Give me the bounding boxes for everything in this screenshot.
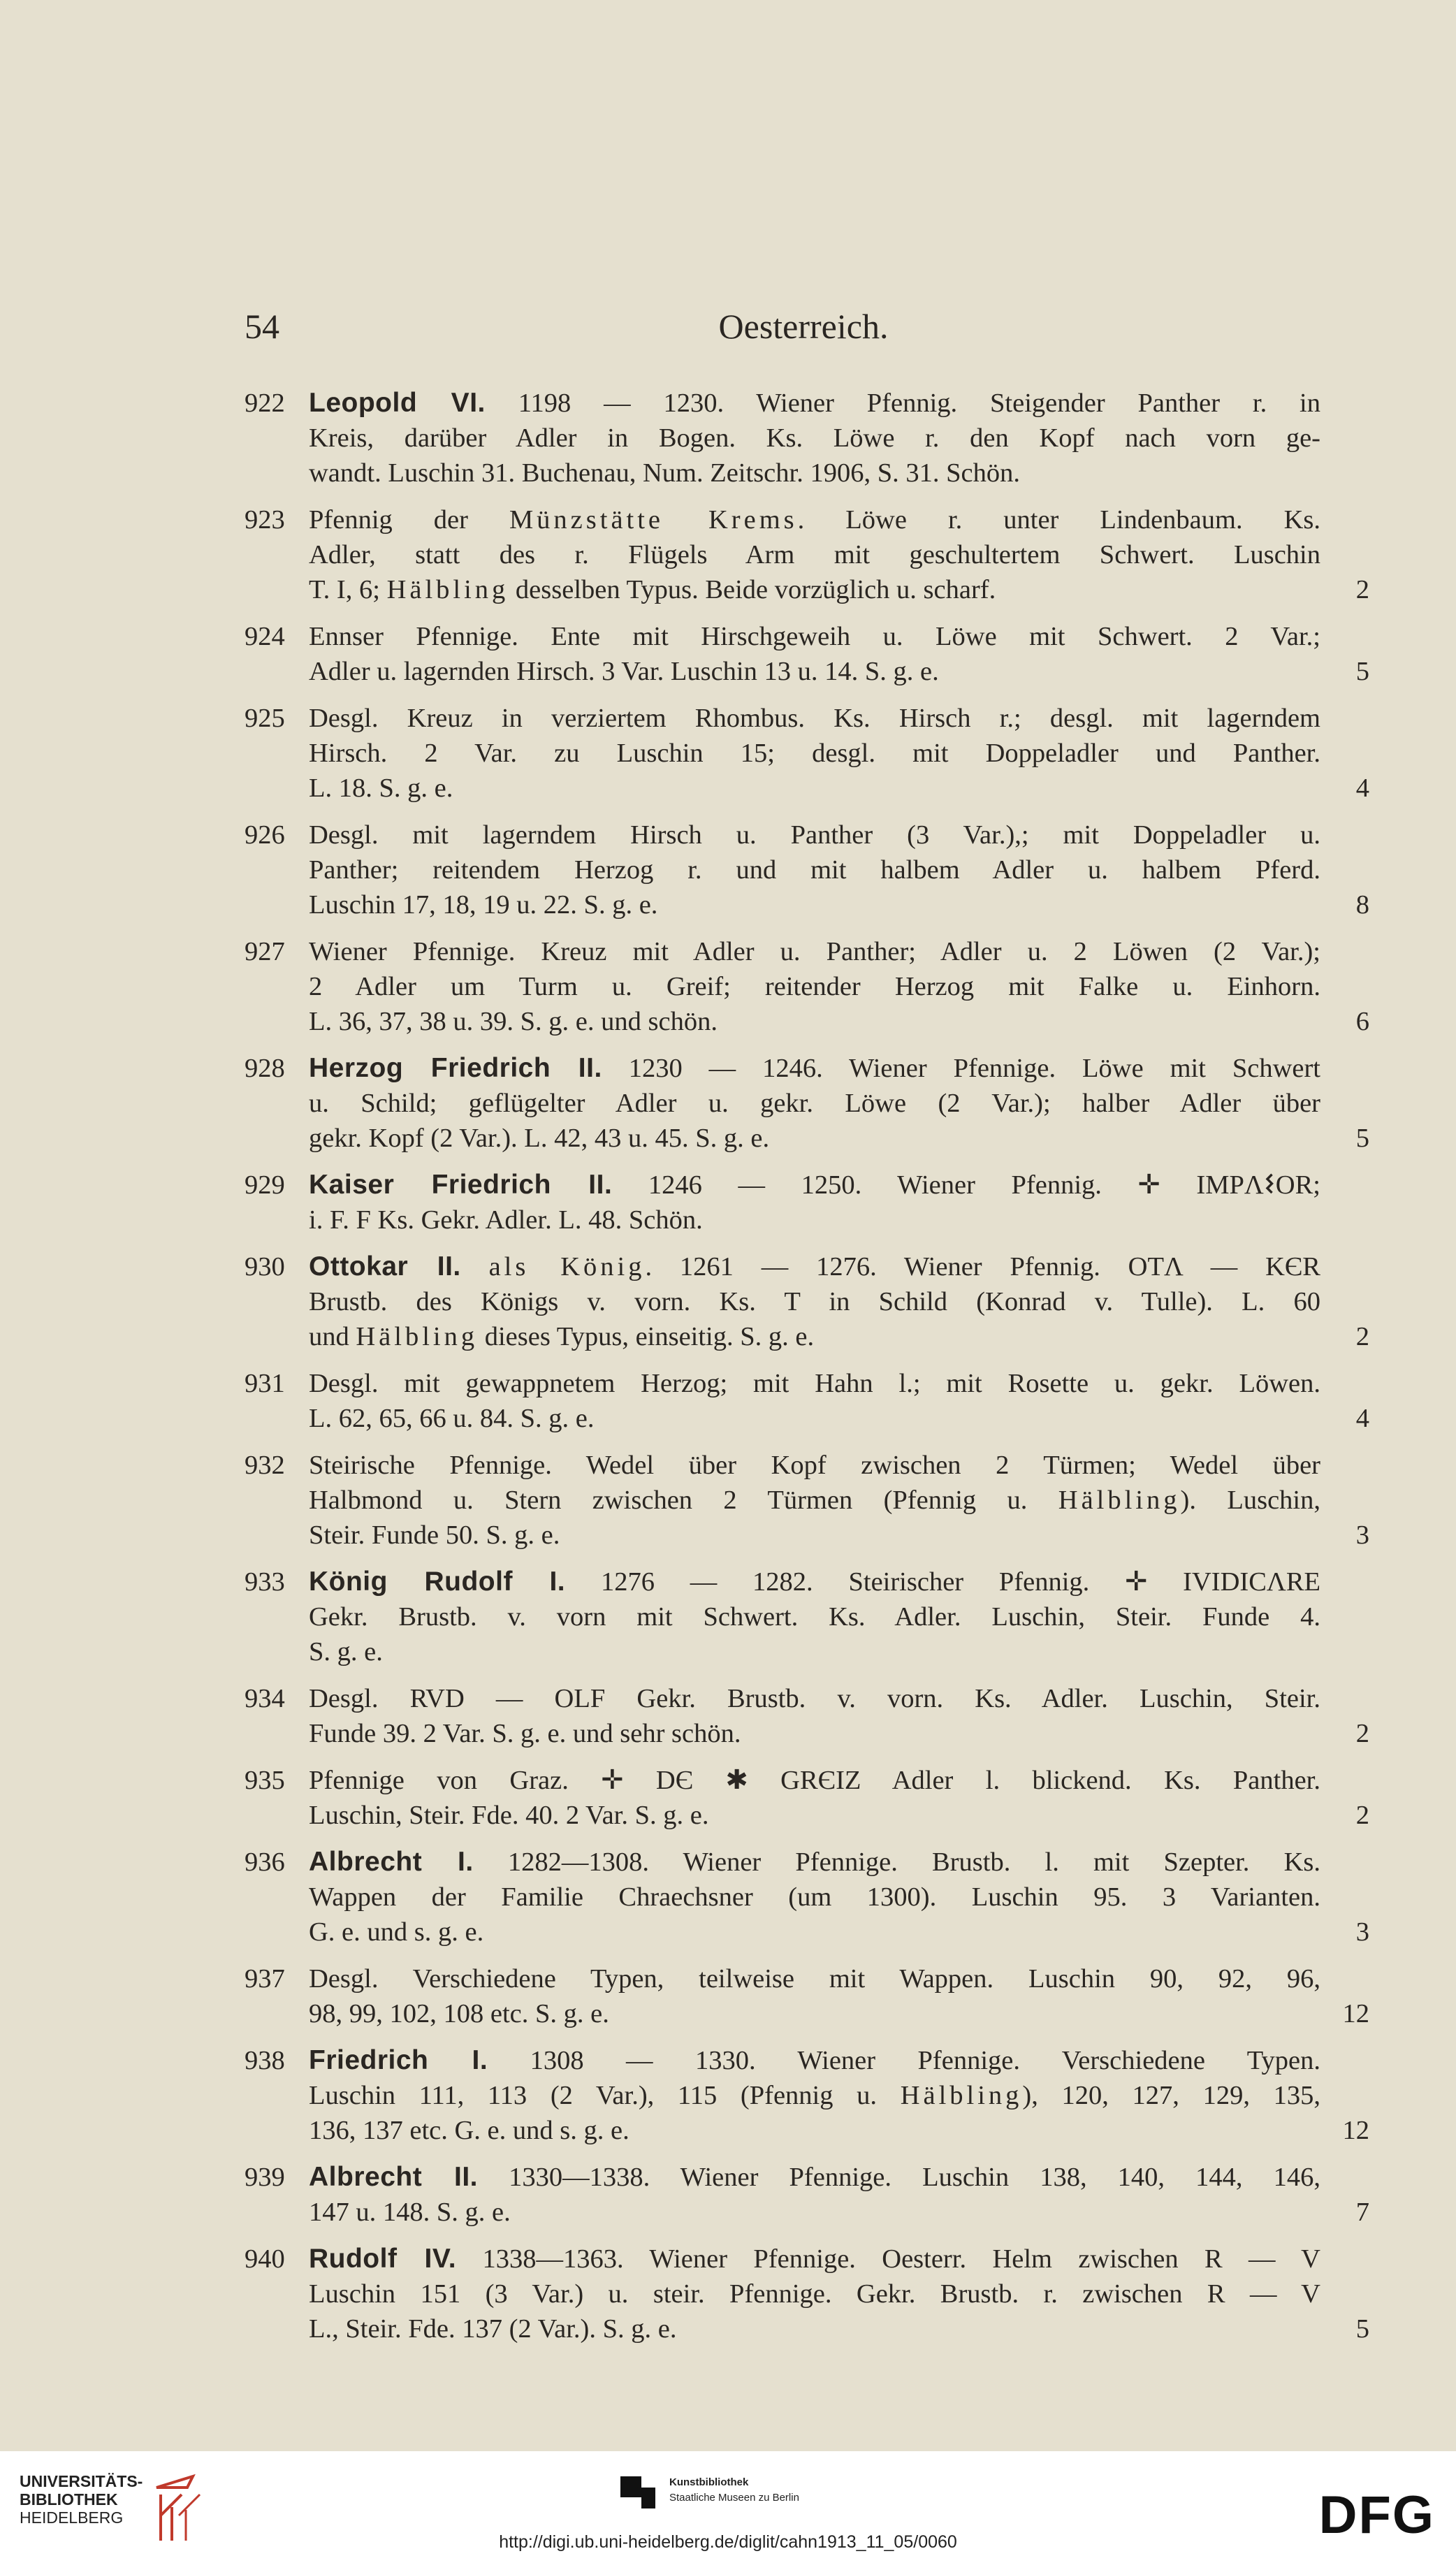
ruler-name: Friedrich I.	[309, 2045, 488, 2075]
entry-line	[309, 1168, 1320, 1203]
entry-number: 936	[245, 1847, 285, 1877]
entry-line	[309, 818, 1320, 852]
catalog-entry	[245, 2043, 1369, 2148]
page-heading: Oesterreich.	[718, 307, 889, 346]
entry-line	[309, 1716, 1320, 1751]
entry-number: 934	[245, 1684, 285, 1713]
entry-line	[309, 969, 1320, 1004]
ruler-name: Rudolf IV.	[309, 2244, 457, 2274]
catalog-entry	[245, 1564, 1369, 1669]
entry-number: 932	[245, 1451, 285, 1480]
entry-line	[309, 1798, 1320, 1833]
entry-text: Steirische Pfennige. Wedel über Kopf zwischen 2 Türmen; Wedel über	[309, 1451, 1320, 1480]
uni-logo-line1: UNIVERSITÄTS-	[20, 2472, 143, 2490]
ruler-name: Kaiser Friedrich II.	[309, 1170, 613, 1200]
entry-text: u. Schild; geflügelter Adler u. gekr. Löwe (2 Var.); halber Adler über	[309, 1089, 1320, 1118]
entry-text: Wappen der Familie Chraechsner (um 1300). Luschin 95. 3 Varianten.	[309, 1882, 1320, 1912]
entry-line	[309, 2113, 1320, 2148]
entry-text: Pfennige von Graz. ✛ DЄ ✱ GRЄIZ Adler l. blickend. Ks. Panther.	[309, 1766, 1320, 1795]
entry-price: 7	[1355, 2198, 1369, 2227]
entry-line	[309, 887, 1320, 922]
page-number: 54	[245, 307, 279, 346]
entry-line	[309, 2242, 1320, 2277]
entry-text: 1230 — 1246. Wiener Pfennige. Löwe mit Schwert	[628, 1054, 1320, 1083]
catalog-entry	[245, 818, 1369, 922]
entry-number: 926	[245, 820, 285, 850]
entry-price: 6	[1355, 1007, 1369, 1036]
entry-text: Wiener Pfennige. Kreuz mit Adler u. Panther; Adler u. 2 Löwen (2 Var.);	[309, 937, 1320, 966]
catalog-entry	[245, 1249, 1369, 1354]
catalog-entry	[245, 2160, 1369, 2230]
entry-text: Luschin 17, 18, 19 u. 22. S. g. e.	[309, 890, 658, 920]
entry-price: 5	[1355, 657, 1369, 686]
entry-text: als König. 1261 — 1276. Wiener Pfennig. OTΛ — KЄR	[488, 1252, 1320, 1281]
entry-line	[309, 1518, 1320, 1553]
entry-line	[309, 1564, 1320, 1599]
entry-number: 931	[245, 1369, 285, 1398]
entry-line	[309, 386, 1320, 421]
entry-line	[309, 1763, 1320, 1798]
entry-price: 5	[1355, 2314, 1369, 2344]
entry-text: Adler u. lagernden Hirsch. 3 Var. Luschin 13 u. 14. S. g. e.	[309, 657, 939, 686]
entry-text: Adler, statt des r. Flügels Arm mit geschultertem Schwert. Luschin	[309, 540, 1320, 569]
entry-number: 930	[245, 1252, 285, 1281]
entry-text: Desgl. mit gewappnetem Herzog; mit Hahn l.; mit Rosette u. gekr. Löwen.	[309, 1369, 1320, 1398]
catalog-entry	[245, 701, 1369, 806]
entry-price: 3	[1355, 1917, 1369, 1947]
uni-logo-line3: HEIDELBERG	[20, 2508, 124, 2527]
entry-text: wandt. Luschin 31. Buchenau, Num. Zeitschr. 1906, S. 31. Schön.	[309, 458, 1020, 488]
entry-text: Pfennig der Münzstätte Krems. Löwe r. unter Lindenbaum. Ks.	[309, 505, 1320, 535]
entry-price: 12	[1342, 1999, 1369, 2028]
entry-number: 938	[245, 2046, 285, 2075]
entry-number: 924	[245, 622, 285, 651]
entry-line	[309, 1915, 1320, 1949]
entry-text: Desgl. RVD — OLF Gekr. Brustb. v. vorn. Ks. Adler. Luschin, Steir.	[309, 1684, 1320, 1713]
entry-line	[309, 2195, 1320, 2230]
entry-text: Luschin, Steir. Fde. 40. 2 Var. S. g. e.	[309, 1801, 709, 1830]
entry-text: Desgl. mit lagerndem Hirsch u. Panther (3 Var.),; mit Doppeladler u.	[309, 820, 1320, 850]
entry-text: Brustb. des Königs v. vorn. Ks. T in Schild (Konrad v. Tulle). L. 60	[309, 1287, 1320, 1316]
entry-price: 2	[1355, 1719, 1369, 1748]
entry-text: Desgl. Kreuz in verziertem Rhombus. Ks. Hirsch r.; desgl. mit lagerndem	[309, 704, 1320, 733]
entry-text: 1198 — 1230. Wiener Pfennig. Steigender Panther r. in	[518, 389, 1321, 418]
entry-line	[309, 1284, 1320, 1319]
entry-text: 136, 137 etc. G. e. und s. g. e.	[309, 2116, 629, 2145]
entry-line	[309, 1483, 1320, 1518]
entry-line	[309, 1401, 1320, 1436]
entry-line	[309, 1203, 1320, 1237]
catalog-entry	[245, 2242, 1369, 2346]
entry-text: gekr. Kopf (2 Var.). L. 42, 43 u. 45. S. g. e.	[309, 1124, 770, 1153]
kunstbibliothek-icon	[620, 2472, 660, 2511]
entry-text: L. 18. S. g. e.	[309, 774, 453, 803]
catalog-entries	[245, 386, 1369, 2358]
ruler-name: König Rudolf I.	[309, 1567, 566, 1597]
entry-price: 5	[1355, 1124, 1369, 1153]
entry-number: 940	[245, 2244, 285, 2274]
entry-line	[309, 1051, 1320, 1086]
entry-line	[309, 502, 1320, 537]
uni-logo-line2: BIBLIOTHEK	[20, 2490, 118, 2508]
catalog-entry	[245, 1845, 1369, 1949]
entry-number: 937	[245, 1964, 285, 1994]
entry-line	[309, 2160, 1320, 2195]
kunstbibliothek-logo[interactable]	[620, 2472, 872, 2521]
entry-number: 935	[245, 1766, 285, 1795]
entry-price: 4	[1355, 774, 1369, 803]
entry-text: 1276 — 1282. Steirischer Pfennig. ✛ IVIDICΛRE	[600, 1567, 1321, 1597]
entry-line	[309, 1249, 1320, 1284]
entry-text: L., Steir. Fde. 137 (2 Var.). S. g. e.	[309, 2314, 677, 2344]
entry-price: 2	[1355, 1801, 1369, 1830]
entry-price: 2	[1355, 575, 1369, 604]
entry-number: 933	[245, 1567, 285, 1597]
catalog-entry	[245, 619, 1369, 689]
ruler-name: Herzog Friedrich II.	[309, 1053, 602, 1083]
entry-line	[309, 1319, 1320, 1354]
entry-text: Ennser Pfennige. Ente mit Hirschgeweih u. Löwe mit Schwert. 2 Var.;	[309, 622, 1320, 651]
entry-line	[309, 1996, 1320, 2031]
entry-number: 929	[245, 1170, 285, 1200]
entry-line	[309, 1448, 1320, 1483]
entry-text: Desgl. Verschiedene Typen, teilweise mit Wappen. Luschin 90, 92, 96,	[309, 1964, 1320, 1994]
entry-line	[309, 572, 1320, 607]
entry-text: und Hälbling dieses Typus, einseitig. S. g. e.	[309, 1322, 815, 1351]
catalog-entry	[245, 1448, 1369, 1553]
entry-text: 1246 — 1250. Wiener Pfennig. ✛ IMPΛ𐌔OR;	[648, 1170, 1320, 1200]
entry-line	[309, 537, 1320, 572]
entry-text: Halbmond u. Stern zwischen 2 Türmen (Pfennig u. Hälbling). Luschin,	[309, 1486, 1320, 1515]
entry-line	[309, 1599, 1320, 1634]
entry-line	[309, 2043, 1320, 2078]
entry-number: 927	[245, 937, 285, 966]
entry-text: Luschin 151 (3 Var.) u. steir. Pfennige. Gekr. Brustb. r. zwischen R — V	[309, 2279, 1320, 2309]
kb-line1: Kunstbibliothek	[669, 2476, 749, 2488]
entry-line	[309, 934, 1320, 969]
entry-text: Funde 39. 2 Var. S. g. e. und sehr schön.	[309, 1719, 741, 1748]
entry-text: L. 36, 37, 38 u. 39. S. g. e. und schön.	[309, 1007, 718, 1036]
entry-text: i. F. F Ks. Gekr. Adler. L. 48. Schön.	[309, 1205, 703, 1235]
entry-text: Steir. Funde 50. S. g. e.	[309, 1520, 560, 1550]
entry-text: Luschin 111, 113 (2 Var.), 115 (Pfennig u. Hälbling), 120, 127, 129, 135,	[309, 2081, 1320, 2110]
ruler-name: Albrecht I.	[309, 1847, 474, 1877]
entry-text: Panther; reitendem Herzog r. und mit halbem Adler u. halbem Pferd.	[309, 855, 1320, 885]
entry-line	[309, 1634, 1320, 1669]
entry-line	[309, 771, 1320, 806]
catalog-entry	[245, 1763, 1369, 1833]
entry-line	[309, 2078, 1320, 2113]
entry-text: 1338—1363. Wiener Pfennige. Oesterr. Helm zwischen R — V	[482, 2244, 1320, 2274]
entry-line	[309, 1961, 1320, 1996]
entry-text: Hirsch. 2 Var. zu Luschin 15; desgl. mit Doppeladler und Panther.	[309, 739, 1320, 768]
entry-line	[309, 1366, 1320, 1401]
dfg-logo[interactable]: DFG	[1318, 2485, 1435, 2545]
entry-number: 925	[245, 704, 285, 733]
entry-line	[309, 619, 1320, 654]
entry-text: 1282—1308. Wiener Pfennige. Brustb. l. mit Szepter. Ks.	[507, 1847, 1320, 1877]
entry-text: S. g. e.	[309, 1637, 383, 1667]
entry-line	[309, 1845, 1320, 1880]
entry-price: 3	[1355, 1520, 1369, 1550]
ruler-name: Ottokar II.	[309, 1251, 461, 1281]
catalog-entry	[245, 386, 1369, 491]
entry-line	[309, 2311, 1320, 2346]
catalog-entry	[245, 1051, 1369, 1156]
entry-price: 4	[1355, 1404, 1369, 1433]
entry-line	[309, 421, 1320, 456]
kb-line2: Staatliche Museen zu Berlin	[669, 2492, 799, 2504]
entry-line	[309, 1681, 1320, 1716]
footer-bar	[0, 2451, 1456, 2556]
catalog-entry	[245, 1961, 1369, 2031]
page-header	[245, 306, 1362, 355]
entry-text: 1330—1338. Wiener Pfennige. Luschin 138, 140, 144, 146,	[509, 2163, 1321, 2192]
entry-line	[309, 2277, 1320, 2311]
entry-text: 98, 99, 102, 108 etc. S. g. e.	[309, 1999, 609, 2028]
catalog-entry	[245, 1168, 1369, 1237]
source-url[interactable]: http://digi.ub.uni-heidelberg.de/diglit/cahn1913_11_05/0060	[499, 2532, 957, 2552]
ruler-name: Albrecht II.	[309, 2162, 479, 2192]
entry-line	[309, 1086, 1320, 1121]
entry-line	[309, 654, 1320, 689]
catalog-entry	[245, 1681, 1369, 1751]
entry-number: 922	[245, 389, 285, 418]
entry-line	[309, 456, 1320, 491]
entry-number: 923	[245, 505, 285, 535]
catalog-entry	[245, 1366, 1369, 1436]
entry-text: G. e. und s. g. e.	[309, 1917, 484, 1947]
catalog-entry	[245, 934, 1369, 1039]
entry-number: 939	[245, 2163, 285, 2192]
ruler-name: Leopold VI.	[309, 388, 486, 418]
entry-text: 2 Adler um Turm u. Greif; reitender Herzog mit Falke u. Einhorn.	[309, 972, 1320, 1001]
entry-price: 8	[1355, 890, 1369, 920]
entry-text: Gekr. Brustb. v. vorn mit Schwert. Ks. Adler. Luschin, Steir. Funde 4.	[309, 1602, 1320, 1632]
entry-line	[309, 1880, 1320, 1915]
entry-line	[309, 1121, 1320, 1156]
entry-text: 147 u. 148. S. g. e.	[309, 2198, 511, 2227]
entry-line	[309, 852, 1320, 887]
entry-number: 928	[245, 1054, 285, 1083]
entry-price: 2	[1355, 1322, 1369, 1351]
entry-line	[309, 701, 1320, 736]
entry-text: T. I, 6; Hälbling desselben Typus. Beide vorzüglich u. scharf.	[309, 575, 996, 604]
entry-text: Kreis, darüber Adler in Bogen. Ks. Löwe r. den Kopf nach vorn ge-	[309, 423, 1320, 453]
entry-line	[309, 1004, 1320, 1039]
catalog-entry	[245, 502, 1369, 607]
entry-price: 12	[1342, 2116, 1369, 2145]
entry-text: 1308 — 1330. Wiener Pfennige. Verschiedene Typen.	[530, 2046, 1320, 2075]
entry-line	[309, 736, 1320, 771]
entry-text: L. 62, 65, 66 u. 84. S. g. e.	[309, 1404, 595, 1433]
